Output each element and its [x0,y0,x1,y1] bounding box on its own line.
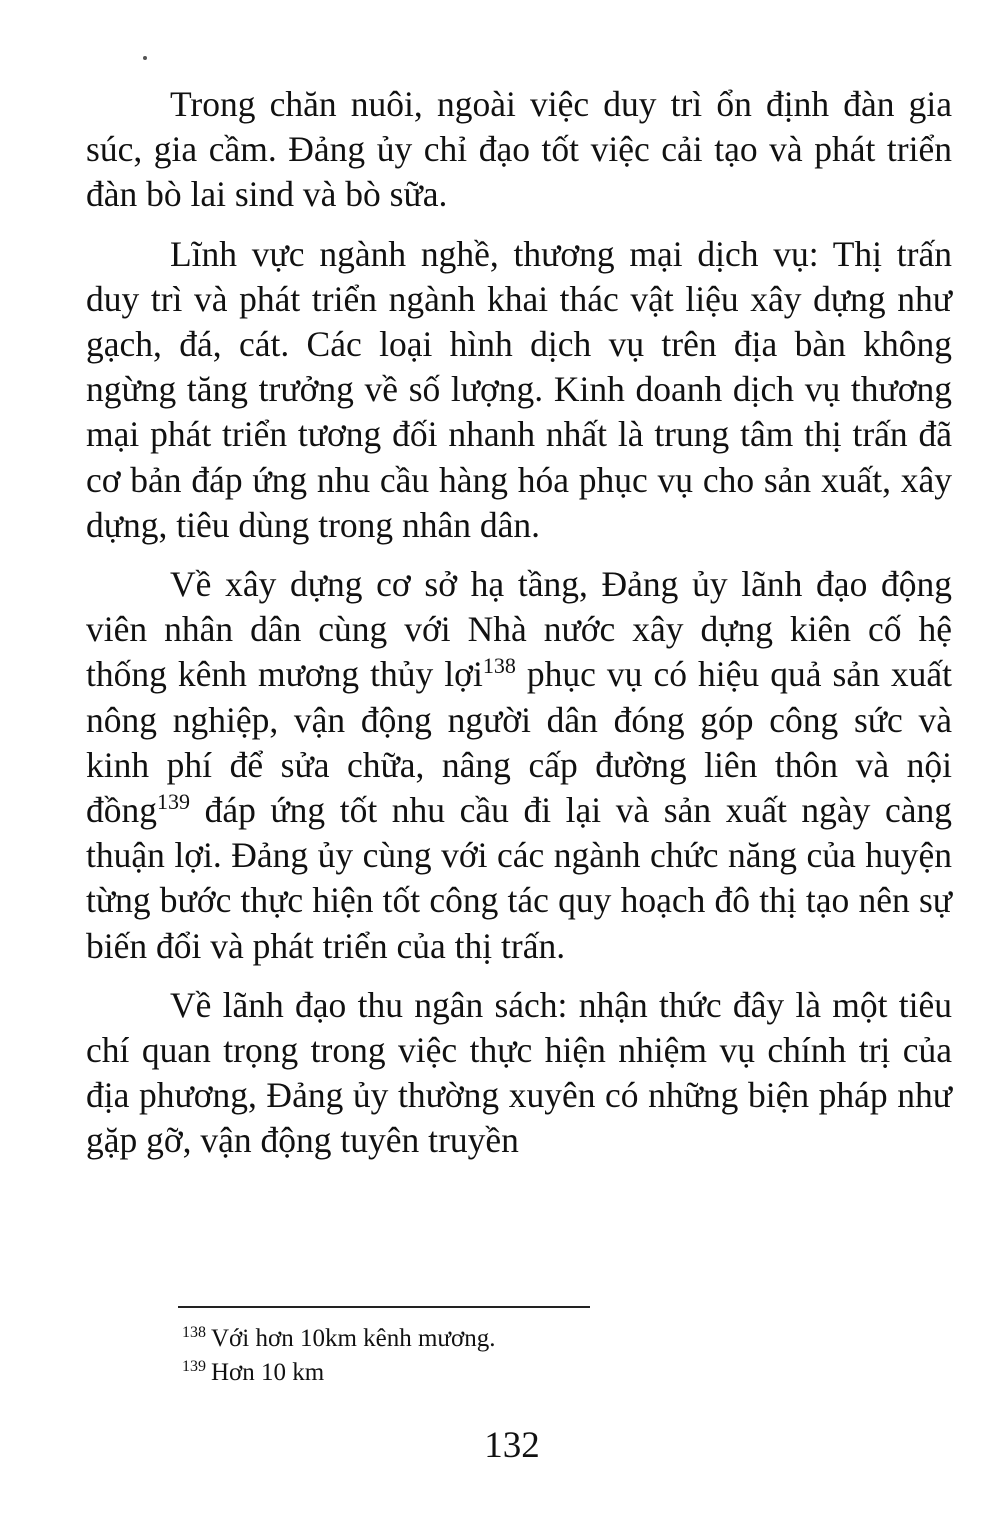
paragraph-text: Trong chăn nuôi, ngoài việc duy trì ổn định đàn gia súc, gia cầm. Đảng ủy chỉ đạo tốt việc cải tạo và phát triển đàn bò lai sind và bò sữa. [86,84,952,215]
page-number: 132 [484,1425,540,1466]
footnote-separator [178,1306,590,1308]
footnote-text: Hơn 10 km [211,1359,325,1386]
paragraph [86,562,952,969]
footnote [182,1322,882,1356]
footnote-text: Với hơn 10km kênh mương. [211,1325,496,1352]
paragraph-text: phục vụ có hiệu quả sản xuất nông nghiệp, vận động người dân đóng góp công sức và kinh phí để sửa chữa, nâng cấp đường liên thôn và nội đồng [86,654,952,831]
paragraph [86,232,952,548]
footnote-number: 139 [182,1358,206,1375]
paragraph [86,983,952,1164]
paragraph-text: Về lãnh đạo thu ngân sách: nhận thức đây là một tiêu chí quan trọng trong việc thực hiện nhiệm vụ chính trị của địa phương, Đảng ủy thường xuyên có những biện pháp như gặp gỡ, vận động tuyên truyền [86,984,952,1161]
paragraph-text: đáp ứng tốt nhu cầu đi lại và sản xuất ngày càng thuận lợi. Đảng ủy cùng với các ngành chức năng của huyện từng bước thực hiện tốt công tác quy hoạch đô thị tạo nên sự biến đổi và phát triển của thị trấn. [86,790,952,966]
body-text [86,82,952,1164]
paragraph-text: Lĩnh vực ngành nghề, thương mại dịch vụ: Thị trấn duy trì và phát triển ngành khai thác vật liệu xây dựng như gạch, đá, cát. Các loại hình dịch vụ trên địa bàn không ngừng tăng trưởng về số lượng. Kinh doanh dịch vụ thương mại phát triển tương đối nhanh nhất là trung tâm thị trấn đã cơ bản đáp ứng nhu cầu hàng hóa phục vụ cho sản xuất, xây dựng, tiêu dùng trong nhân dân. [86,233,952,545]
footnote-reference: 139 [157,789,190,815]
footnote-reference: 138 [482,653,516,679]
paragraph-text: Về xây dựng cơ sở hạ tầng, Đảng ủy lãnh đạo động viên nhân dân cùng với Nhà nước xây dựng kiên cố hệ thống kênh mương thủy lợi [86,564,952,695]
footnotes [182,1322,882,1390]
footnote [182,1356,882,1390]
paragraph [86,82,952,218]
scan-speck [143,56,147,60]
footnote-number: 138 [182,1324,206,1341]
